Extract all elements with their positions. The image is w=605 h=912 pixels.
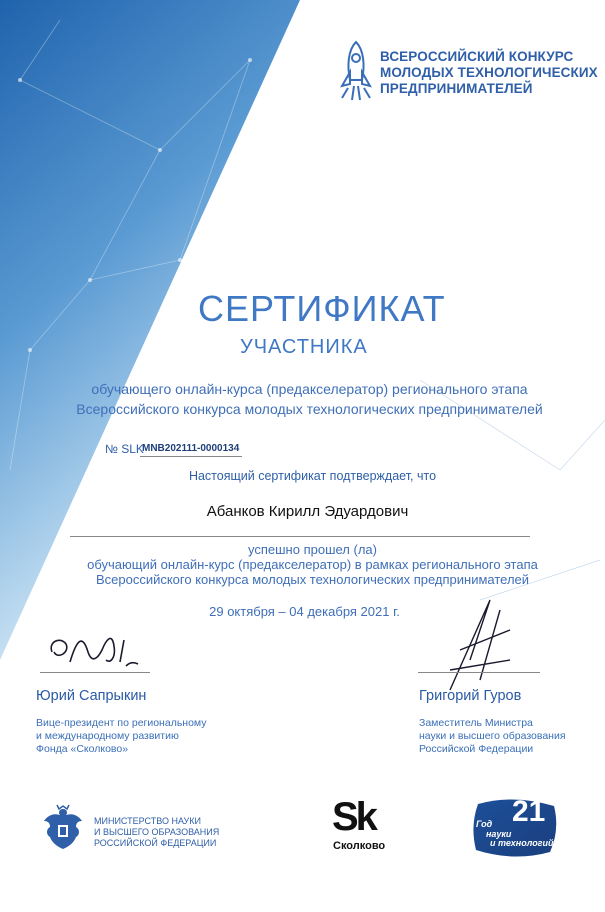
signatory-right-role — [419, 717, 566, 756]
logo-line-3: ПРЕДПРИНИМАТЕЛЕЙ — [380, 81, 533, 96]
ministry-line-1: МИНИСТЕРСТВО НАУКИ — [94, 816, 201, 826]
signatory-right-role-line-2: науки и высшего образования — [419, 730, 566, 742]
course-line-1: обучающего онлайн-курса (предакселератор) регионального этапа — [91, 381, 528, 397]
signatory-left-role-line-3: Фонда «Сколково» — [36, 743, 129, 755]
completion-line-1: успешно прошел (ла) — [248, 542, 377, 557]
year-badge-number: 21 — [512, 795, 546, 828]
certificate-subtitle: УЧАСТНИКА — [240, 336, 368, 358]
signature-line-right — [418, 672, 540, 673]
year-badge-text — [476, 820, 553, 849]
contest-logo-text — [380, 49, 598, 97]
signatory-left-role-line-1: Вице-президент по региональному — [36, 717, 207, 729]
ministry-line-2: И ВЫСШЕГО ОБРАЗОВАНИЯ — [94, 827, 220, 837]
certificate-title: СЕРТИФИКАТ — [198, 288, 446, 329]
recipient-underline — [70, 536, 530, 537]
ministry-line-3: РОССИЙСКОЙ ФЕДЕРАЦИИ — [94, 838, 217, 848]
certificate-number-prefix: № SLK — [105, 442, 144, 456]
signatory-right-role-line-3: Российской Федерации — [419, 743, 534, 755]
completion-line-3: Всероссийского конкурса молодых технологических предпринимателей — [95, 572, 530, 587]
year-badge-line-2: науки — [486, 828, 512, 839]
signatory-left-role-line-2: и международному развитию — [36, 730, 179, 742]
ministry-text — [94, 816, 219, 849]
confirm-text: Настоящий сертификат подтверждает, что — [188, 469, 437, 483]
signatory-left-role — [36, 717, 207, 756]
completion-dates: 29 октября – 04 декабря 2021 г. — [209, 604, 400, 619]
certificate-number: MNB202111-0000134 — [142, 443, 240, 454]
year-badge-line-1: Год — [476, 819, 493, 829]
rocket-logo-icon — [338, 40, 374, 104]
signatory-right-role-line-1: Заместитель Министра — [419, 717, 533, 729]
signatory-right-name: Григорий Гуров — [419, 688, 522, 704]
course-line-2: Всероссийского конкурса молодых технологических предпринимателей — [76, 401, 543, 417]
skolkovo-logo-mark: Sk — [332, 795, 375, 839]
logo-line-2: МОЛОДЫХ ТЕХНОЛОГИЧЕСКИХ — [380, 65, 598, 80]
signature-left — [40, 622, 160, 682]
signature-line-left — [40, 672, 150, 673]
eagle-emblem-icon — [40, 803, 86, 853]
year-badge-line-3: и технологий — [490, 838, 554, 848]
recipient-name: Абанков Кирилл Эдуардович — [206, 503, 409, 520]
completion-line-2: обучающий онлайн-курс (предакселератор) в рамках регионального этапа — [87, 557, 538, 572]
signatory-left-name: Юрий Сапрыкин — [36, 688, 147, 704]
signature-right — [430, 590, 530, 700]
logo-line-1: ВСЕРОССИЙСКИЙ КОНКУРС — [380, 49, 574, 64]
certificate-number-underline — [140, 456, 242, 457]
skolkovo-logo-label: Сколково — [333, 840, 386, 852]
